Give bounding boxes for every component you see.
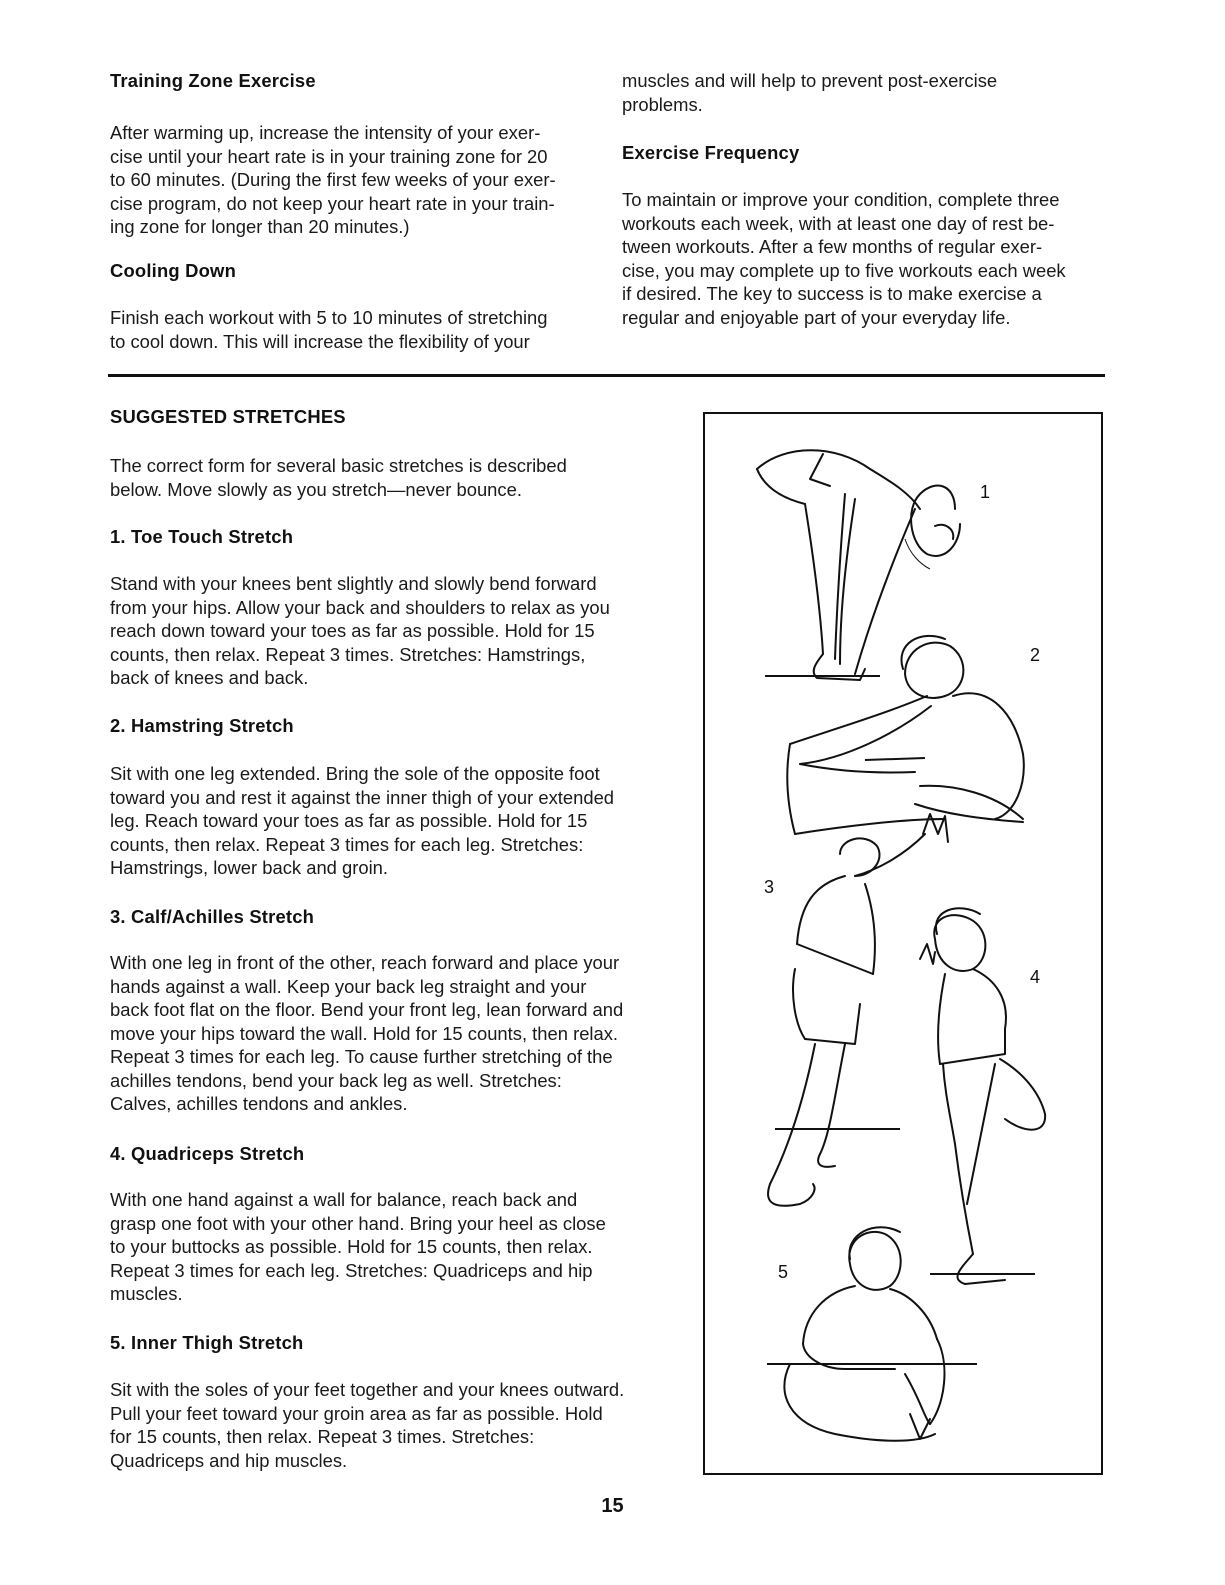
hamstring-figure [787,636,1023,834]
quadriceps-figure [920,908,1045,1284]
figure-label-2: 2 [1030,645,1041,665]
quadriceps-text: With one hand against a wall for balance, reach back and grasp one foot with your other hand. Bring your heel as close to your buttocks as possible. Hold for 15 counts, then relax. Repeat 3 times for each leg. Stretches: Quadriceps and hip muscles. [110,1189,606,1304]
calf-achilles-heading: 3. Calf/Achilles Stretch [110,906,315,927]
figure-label-4: 4 [1030,967,1041,987]
stretch-illustrations [705,414,1101,1473]
inner-thigh-text: Sit with the soles of your feet together and your knees outward. Pull your feet toward your groin area as far as possible. Hold for 15 counts, then relax. Repeat 3 times. Stretches: Quadriceps and hip muscles. [110,1379,625,1471]
hamstring-heading: 2. Hamstring Stretch [110,715,294,736]
inner-thigh-figure [767,1227,977,1441]
exercise-frequency-text: To maintain or improve your condition, complete three workouts each week, with at least one day of rest be- tween workouts. After a few months of regular exer- cise, you may complete up to five workouts each week if desired. The key to success is to make exercise a regular and enjoyable part of your everyday life. [622,189,1066,328]
stretch-illustrations-frame [703,412,1103,1475]
suggested-stretches-title: SUGGESTED STRETCHES [110,406,346,427]
toe-touch-text: Stand with your knees bent slightly and slowly bend forward from your hips. Allow your back and shoulders to relax as you reach down toward your toes as far as possible. Hold for 15 counts, then relax. Repeat 3 times. Stretches: Hamstrings, back of knees and back. [110,573,610,688]
toe-touch-heading: 1. Toe Touch Stretch [110,526,294,547]
training-zone-text: After warming up, increase the intensity of your exer- cise until your heart rate is in your training zone for 20 to 60 minutes. (During the first few weeks of your exer- cise program, do not keep your heart rate in your train- ing zone for longer than 20 minutes.) [110,122,556,237]
toe-touch-figure [757,450,960,680]
calf-achilles-figure [768,814,948,1206]
calf-achilles-text: With one leg in front of the other, reach forward and place your hands against a wall. Keep your back leg straight and your back foot flat on the floor. Bend your front leg, lean forward and move your hips toward the wall. Hold for 15 counts, then relax. Repeat 3 times for each leg. To cause further stretching of the achilles tendons, bend your back leg as well. Stretches: Calves, achilles tendons and ankles. [110,952,624,1114]
exercise-frequency-heading: Exercise Frequency [622,142,800,163]
section-divider [108,374,1105,377]
hamstring-text: Sit with one leg extended. Bring the sole of the opposite foot toward you and rest it against the inner thigh of your extended leg. Reach toward your toes as far as possible. Hold for 15 counts, then relax. Repeat 3 times for each leg. Stretches: Hamstrings, lower back and groin. [110,763,615,878]
cooling-down-continuation: muscles and will help to prevent post-exercise problems. [622,70,998,115]
page-number: 15 [601,1495,624,1517]
cooling-down-text: Finish each workout with 5 to 10 minutes of stretching to cool down. This will increase the flexibility of your [110,307,548,352]
quadriceps-heading: 4. Quadriceps Stretch [110,1143,305,1164]
inner-thigh-heading: 5. Inner Thigh Stretch [110,1332,304,1353]
stretches-intro: The correct form for several basic stretches is described below. Move slowly as you stretch—never bounce. [110,455,567,500]
training-zone-heading: Training Zone Exercise [110,70,316,91]
cooling-down-heading: Cooling Down [110,260,236,281]
figure-label-1: 1 [980,482,991,502]
figure-label-3: 3 [764,877,775,897]
figure-label-5: 5 [778,1262,789,1282]
